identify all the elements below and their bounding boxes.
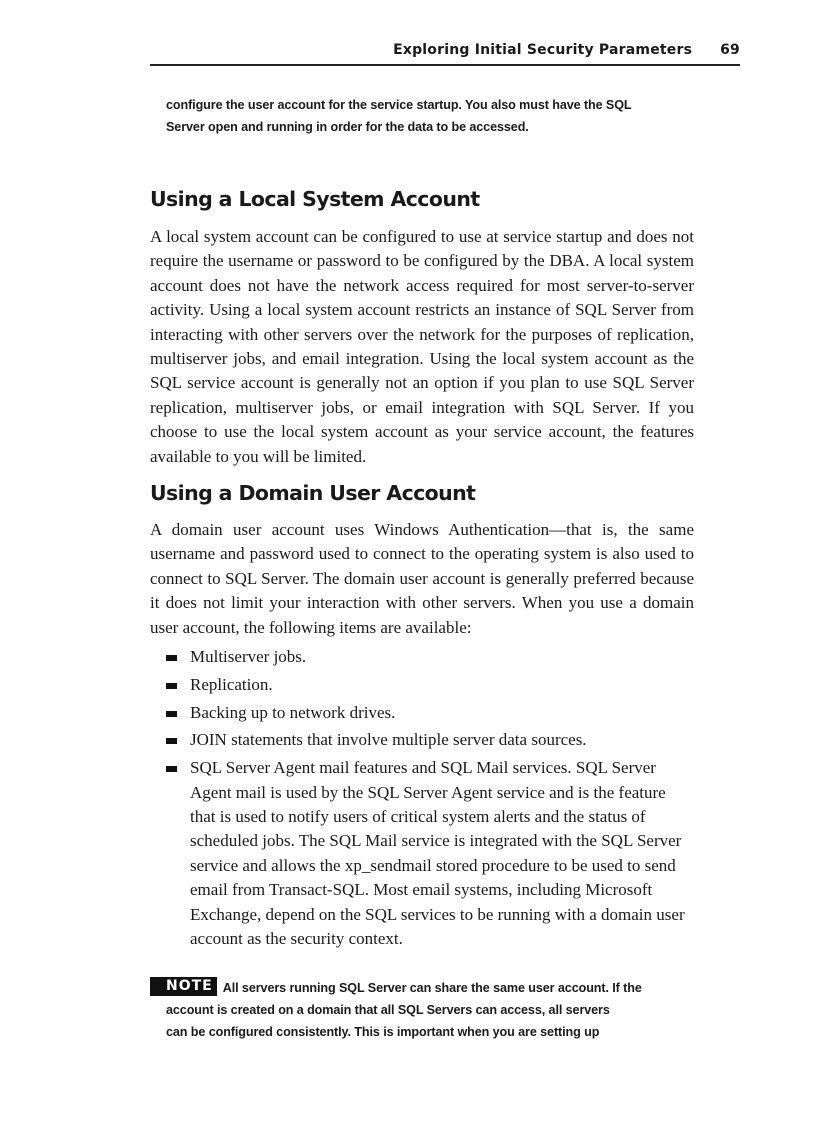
running-head-title: Exploring Initial Security Parameters — [393, 42, 693, 58]
list-item — [150, 673, 694, 697]
list-item-text: Multiserver jobs. — [190, 647, 307, 666]
square-bullet-icon — [166, 738, 177, 744]
page-number: 69 — [720, 42, 740, 58]
list-item — [150, 645, 694, 669]
section-heading-domain-user-account: Using a Domain User Account — [150, 481, 476, 505]
available-items-list — [150, 645, 694, 955]
square-bullet-icon — [166, 711, 177, 717]
square-bullet-icon — [166, 655, 177, 661]
note-line — [150, 977, 710, 999]
intro-note-line: Server open and running in order for the data to be accessed. — [166, 120, 529, 134]
note-callout — [150, 977, 710, 1043]
list-item — [150, 756, 694, 951]
intro-note-continuation — [166, 94, 726, 138]
section-paragraph-domain-user-account: A domain user account uses Windows Authentication—that is, the same username and password used to connect to the operating system is also used to connect to SQL Server. The domain user account is generally preferred because it does not limit your interaction with other servers. When you use a domain user account, the following items are available: — [150, 520, 694, 637]
list-item-text: Replication. — [190, 674, 273, 694]
note-badge: NOTE — [150, 977, 217, 996]
note-line: account is created on a domain that all SQL Servers can access, all servers — [166, 1003, 610, 1017]
section-paragraph-local-system-account: A local system account can be configured to use at service startup and does not require the username or password to be configured by the DBA. A local system account does not have the network access required for most server-to-server activity. Using a local system account restricts an instance of SQL Server from interacting with other servers over the network for the purposes of replication, multiserver jobs, and email integration. Using the local system account as the SQL service account is generally not an option if you plan to use SQL Server replication, multiserver jobs, or email integration with SQL Server. If you choose to use the local system account as your service account, the features available to you will be limited. — [150, 227, 694, 466]
list-item-text: JOIN statements that involve multiple server data sources. — [190, 730, 587, 750]
list-item — [150, 701, 694, 725]
square-bullet-icon — [166, 766, 177, 772]
running-head — [150, 42, 740, 66]
note-line: can be configured consistently. This is important when you are setting up — [166, 1025, 600, 1039]
list-item-text: Backing up to network drives. — [190, 702, 396, 722]
list-item — [150, 728, 694, 752]
square-bullet-icon — [166, 683, 177, 689]
intro-note-line: configure the user account for the service startup. You also must have the SQL — [166, 98, 632, 112]
list-item-text: SQL Server Agent mail features and SQL Mail services. SQL Server Agent mail is used by the SQL Server Agent service and is the feature that is used to notify users of critical system alerts and the status of scheduled jobs. The SQL Mail service is integrated with the SQL Server service and allows the xp_sendmail stored procedure to be used to send email from Transact-SQL. Most email systems, including Microsoft Exchange, depend on the SQL services to be running with a domain user account as the security context. — [190, 758, 685, 949]
note-text: All servers running SQL Server can share the same user account. If the — [222, 981, 642, 995]
section-heading-local-system-account: Using a Local System Account — [150, 187, 480, 211]
